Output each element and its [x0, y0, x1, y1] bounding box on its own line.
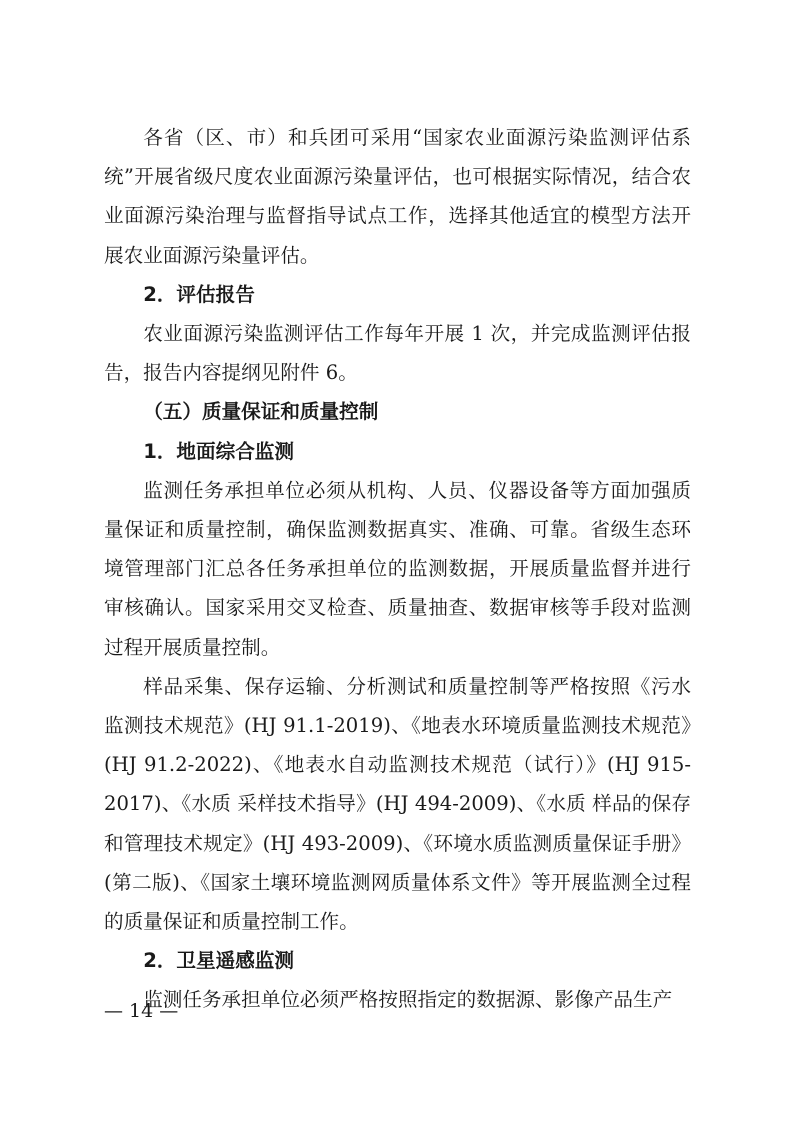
- paragraph-assessment-system: 各省（区、市）和兵团可采用“国家农业面源污染监测评估系统”开展省级尺度农业面源污染量评估，也可根据实际情况，结合农业面源污染治理与监督指导试点工作，选择其他适宜的模型方法开展农业面源污染量评估。: [104, 126, 691, 267]
- paragraph-standards-list: 样品采集、保存运输、分析测试和质量控制等严格按照《污水监测技术规范》(HJ 91.1-2019)、《地表水环境质量监测技术规范》(HJ 91.2-2022)、《地表水自动监测技术规范（试行）》(HJ 915-2017)、《水质 采样技术指导》(HJ 494-2009)、《水质 样品的保存和管理技术规定》(HJ 493-2009)、《环境水质监测质量保证手册》(第二版)、《国家土壤环境监测网质量体系文件》等开展监测全过程的质量保证和质量控制工作。: [104, 674, 691, 934]
- paragraph-ground-quality-control: 监测任务承担单位必须从机构、人员、仪器设备等方面加强质量保证和质量控制，确保监测数据真实、准确、可靠。省级生态环境管理部门汇总各任务承担单位的监测数据，开展质量监督并进行审核确认。国家采用交叉检查、质量抽查、数据审核等手段对监测过程开展质量控制。: [104, 478, 691, 659]
- paragraph-report-frequency: 农业面源污染监测评估工作每年开展 1 次，并完成监测评估报告，报告内容提纲见附件 6。: [104, 322, 691, 385]
- heading-assessment-report: 2．评估报告: [143, 282, 255, 306]
- heading-ground-monitoring: 1．地面综合监测: [143, 439, 294, 463]
- paragraph-satellite-requirements: 监测任务承担单位必须严格按照指定的数据源、影像产品生产: [143, 988, 673, 1012]
- document-body: [104, 118, 691, 1020]
- page-number: — 14 —: [104, 1000, 179, 1022]
- heading-quality-assurance: （五）质量保证和质量控制: [143, 400, 379, 424]
- heading-satellite-monitoring: 2．卫星遥感监测: [143, 949, 294, 973]
